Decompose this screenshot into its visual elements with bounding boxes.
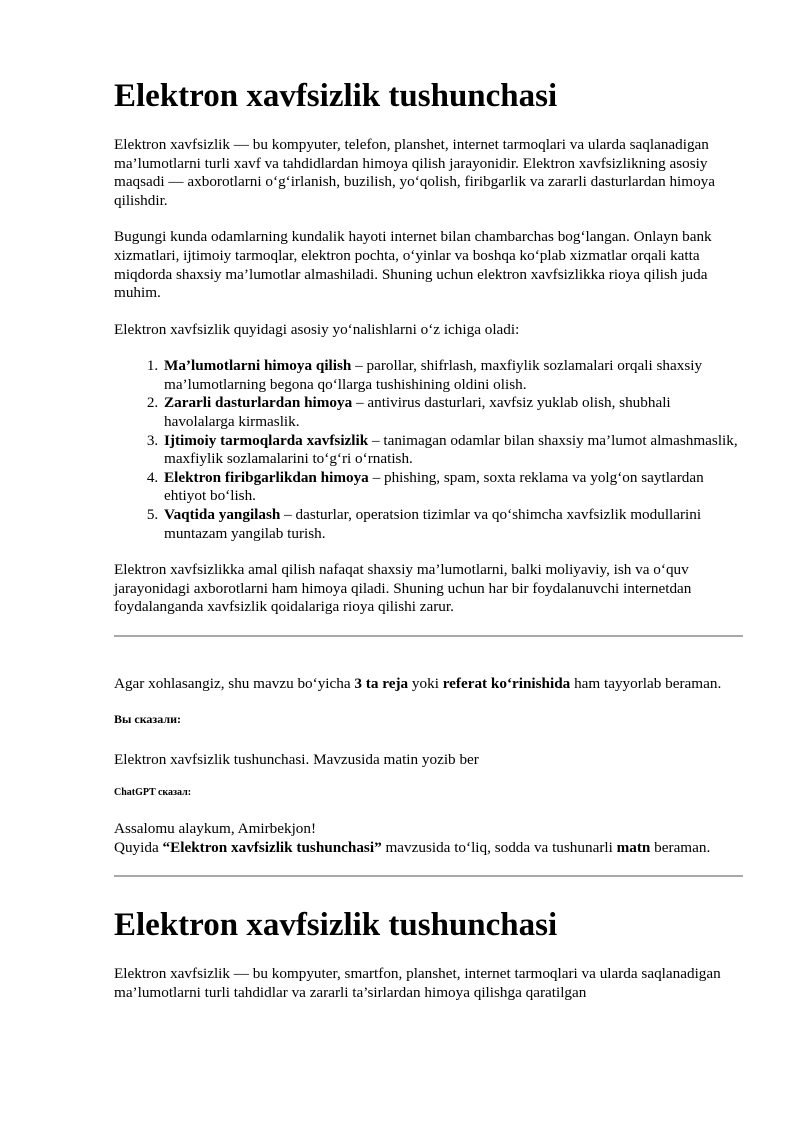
assistant-greeting: Assalomu alaykum, Amirbekjon!	[114, 820, 317, 838]
offer-plan-bold: 3 ta reja	[354, 675, 409, 692]
list-item-title: Ijtimoiy tarmoqlarda xavfsizlik	[164, 431, 369, 449]
paragraph-daily-life: Bugungi kunda odamlarning kundalik hayoti internet bilan chambarchas bog‘langan. Onlayn bank xizmatlari, ijtimoiy tarmoqlar, elektron pochta, o‘yinlar va boshqa ko‘plab xizmatlar orqali katta miqdorda shaxsiy ma’lumotlar almashiladi. Shuning uchun elektron xavfsizlikka rioya qilish juda muhim.	[114, 228, 712, 302]
directions-list	[114, 357, 743, 543]
list-item-title: Elektron firibgarlikdan himoya	[164, 468, 369, 486]
offer-referat-bold: referat ko‘rinishida	[442, 675, 571, 692]
section-title: Elektron xavfsizlik tushunchasi	[114, 907, 558, 944]
assistant-label: ChatGPT сказал:	[114, 787, 192, 799]
intro-topic-bold: “Elektron xavfsizlik tushunchasi”	[162, 838, 382, 856]
paragraph-definition: Elektron xavfsizlik — bu kompyuter, telefon, planshet, internet tarmoqlari va ularda saqlanadigan ma’lumotlarni turli xavf va tahdidlardan himoya qilish jarayonidir. Elektron xavfsizlikning asosiy maqsadi — axborotlarni o‘g‘irlanish, buzilish, yo‘qolish, firibgarlik va zararli dasturlardan himoya qilishdir.	[114, 135, 716, 209]
user-message: Elektron xavfsizlik tushunchasi. Mavzusida matin yozib ber	[114, 750, 479, 768]
list-item	[162, 394, 743, 431]
list-item-title: Vaqtida yangilash	[164, 506, 281, 524]
list-item-title: Ma’lumotlarni himoya qilish	[164, 357, 352, 375]
list-item-title: Zararli dasturlardan himoya	[164, 394, 353, 412]
offer-text-post: ham tayyorlab beraman.	[570, 675, 722, 692]
paragraph-conclusion: Elektron xavfsizlikka amal qilish nafaqat shaxsiy ma’lumotlarni, balki moliyaviy, ish va o‘quv jarayonidagi axborotlarni ham himoya qiladi. Shuning uchun har bir foydalanuvchi internetdan foydalanganda xavfsizlik qoidalariga rioya qilishi zarur.	[114, 561, 692, 616]
intro-text-pre: Quyida	[114, 838, 163, 856]
list-item	[162, 469, 743, 506]
list-item-text: – parollar, shifrlash, maxfiylik sozlamalari orqali shaxsiy ma’lumotlarning begona qo‘llarga tushishining oldini olish.	[164, 357, 703, 393]
list-item-text: – phishing, spam, soxta reklama va yolg‘on saytlardan ehtiyot bo‘lish.	[164, 468, 704, 505]
divider	[114, 635, 743, 637]
list-item-text: – antivirus dasturlari, xavfsiz yuklab olish, shubhali havolalarga kirmaslik.	[164, 394, 671, 431]
list-item	[162, 357, 743, 394]
offer-text-pre: Agar xohlasangiz, shu mavzu bo‘yicha	[114, 675, 355, 692]
page-title: Elektron xavfsizlik tushunchasi	[114, 78, 558, 114]
offer-text-mid: yoki	[408, 675, 443, 692]
paragraph-definition-2: Elektron xavfsizlik — bu kompyuter, smartfon, planshet, internet tarmoqlari va ularda saqlanadigan ma’lumotlarni turli tahdidlar va zararli ta’sirlardan himoya qilishga qaratilgan	[114, 965, 721, 1001]
intro-matn-bold: matn	[616, 838, 651, 856]
assistant-intro	[114, 839, 743, 858]
list-item-text: – tanimagan odamlar bilan shaxsiy ma’lumot almashmaslik, maxfiylik sozlamalarini to‘g‘ri o‘rnatish.	[164, 431, 738, 468]
paragraph-directions-intro: Elektron xavfsizlik quyidagi asosiy yo‘nalishlarni o‘z ichiga oladi:	[114, 320, 520, 338]
intro-text-post: beraman.	[650, 838, 711, 856]
intro-text-mid: mavzusida to‘liq, sodda va tushunarli	[381, 838, 617, 856]
user-label: Вы сказали:	[114, 711, 182, 726]
list-item	[162, 506, 743, 543]
list-item-text: – dasturlar, operatsion tizimlar va qo‘shimcha xavfsizlik modullarini muntazam yangilab turish.	[164, 506, 702, 542]
paragraph-offer	[114, 675, 743, 694]
list-item	[162, 432, 743, 469]
divider	[114, 875, 743, 877]
